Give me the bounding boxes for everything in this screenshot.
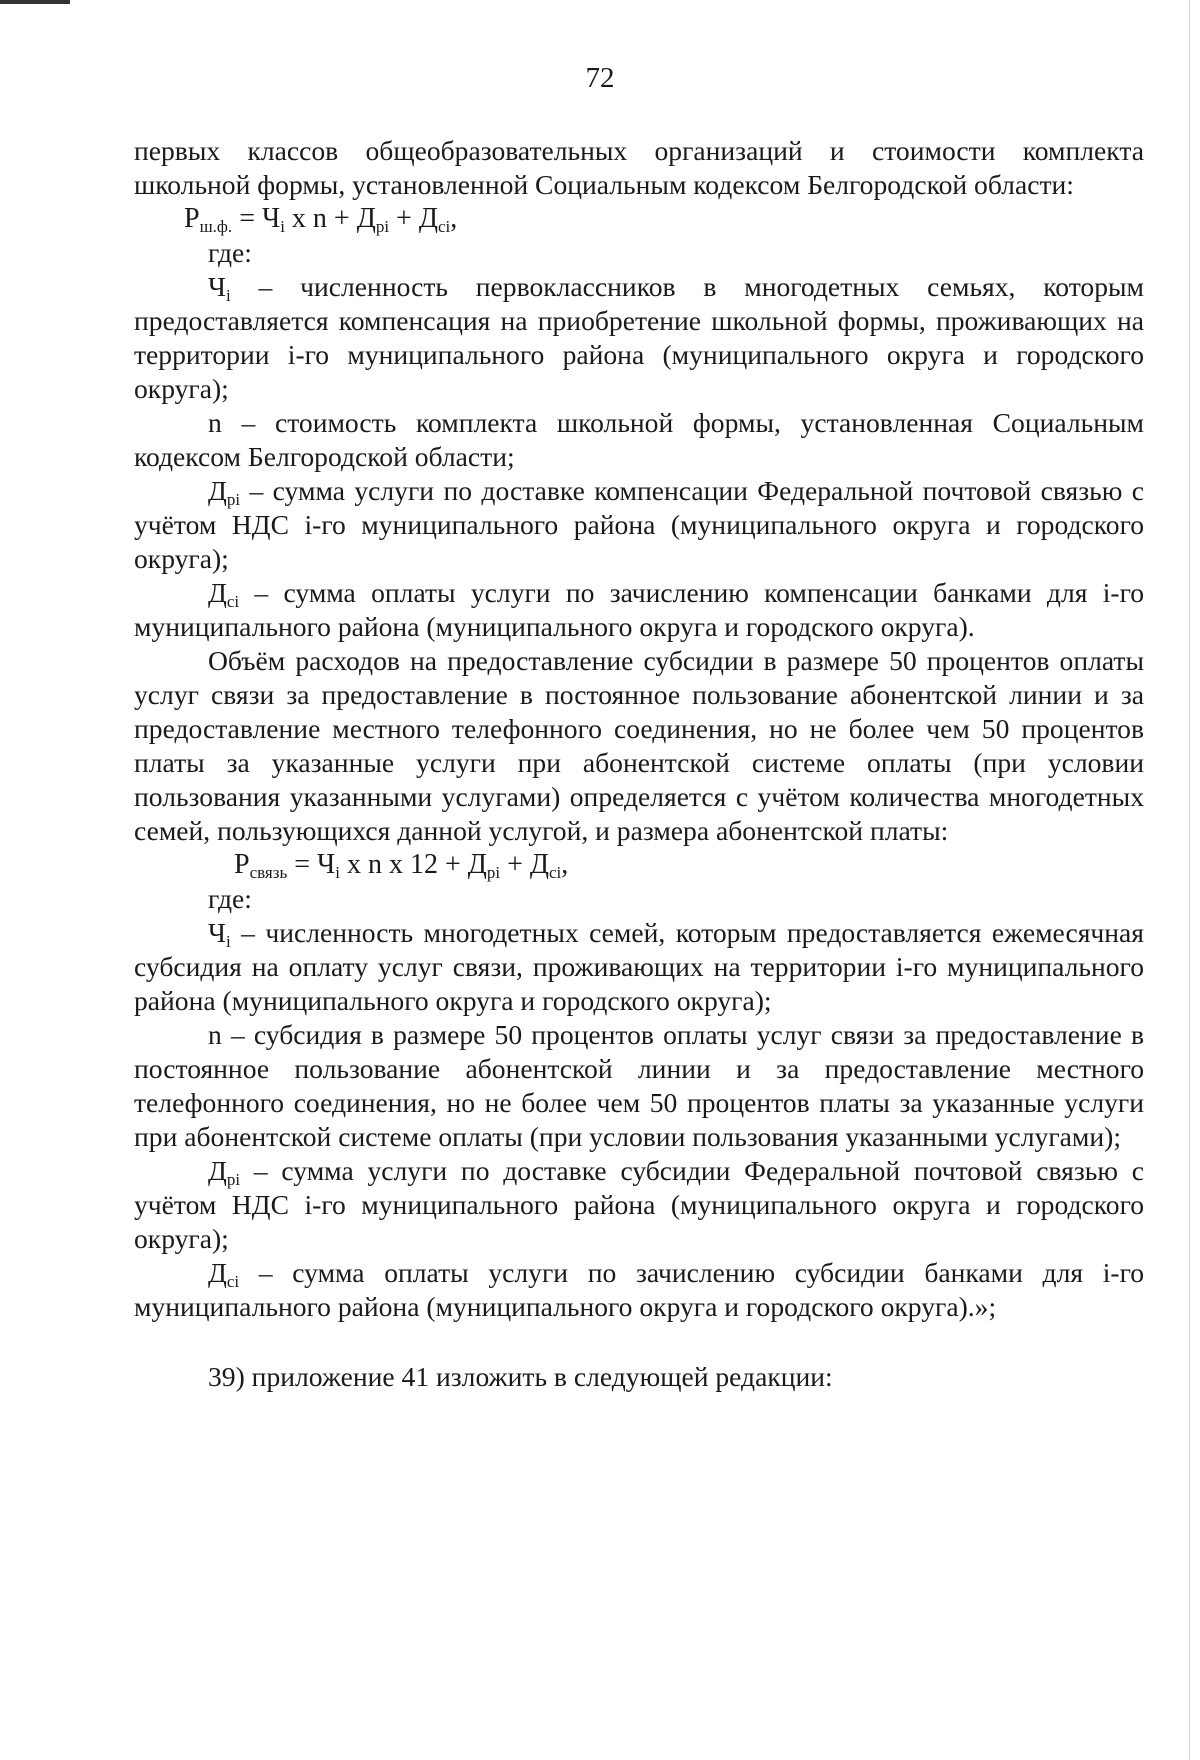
item-39: 39) приложение 41 изложить в следующей редакции:	[208, 1361, 833, 1392]
formula-school-uniform: $Р_{ш.ф.} = Ч_i$ x $n + Д_{pi} + Д_{ci}$,	[184, 203, 458, 236]
definition-dc-1: $Д_{ci}$ – сумма оплаты услуги по зачислению компенсации банками для i-го муниципального района (муниципального округа и городского округа).	[134, 577, 1144, 642]
scan-corner-mark	[0, 0, 70, 4]
document-body	[134, 134, 1144, 1394]
definition-n-1: n – стоимость комплекта школьной формы, установленная Социальным кодексом Белгородской области;	[134, 407, 1144, 472]
definition-dp-1: $Д_{pi}$ – сумма услуги по доставке компенсации Федеральной почтовой связью с учётом НДС i-го муниципального района (муниципального округа и городского округа);	[134, 475, 1144, 574]
definition-n-2: n – субсидия в размере 50 процентов оплаты услуг связи за предоставление в постоянное пользование абонентской линии и за предоставление местного телефонного соединения, но не более чем 50 процентов платы за указанные услуги при абонентской системе оплаты (при условии пользования указанными услугами);	[134, 1019, 1144, 1152]
paragraph-intro: первых классов общеобразовательных организаций и стоимости комплекта школьной формы, установленной Социальным кодексом Белгородской области:	[134, 135, 1144, 200]
paragraph-communication-subsidy: Объём расходов на предоставление субсидии в размере 50 процентов оплаты услуг связи за предоставление в постоянное пользование абонентской линии и за предоставление местного телефонного соединения, но не более чем 50 процентов платы за указанные услуги при абонентской системе оплаты (при условии пользования указанными услугами) определяется с учётом количества многодетных семей, пользующихся данной услугой, и размера абонентской платы:	[134, 645, 1144, 846]
definition-ch-2: $Ч_i$ – численность многодетных семей, которым предоставляется ежемесячная субсидия на оплату услуг связи, проживающих на территории i-го муниципального района (муниципального округа и городского округа);	[134, 917, 1144, 1016]
where-label-2: где:	[208, 883, 252, 914]
scan-edge-line	[1189, 0, 1190, 1760]
spacer	[134, 1324, 1144, 1360]
page-number: 72	[585, 62, 615, 94]
where-label-1: где:	[208, 237, 252, 268]
definition-ch-1: $Ч_i$ – численность первоклассников в многодетных семьях, которым предоставляется компенсация на приобретение школьной формы, проживающих на территории i-го муниципального района (муниципального округа и городского округа);	[134, 271, 1144, 404]
definition-dp-2: $Д_{pi}$ – сумма услуги по доставке субсидии Федеральной почтовой связью с учётом НДС i-го муниципального района (муниципального округа и городского округа);	[134, 1155, 1144, 1254]
formula-communication: $Р_{связь} = Ч_i$ x n x $12 + Д_{pi} + Д_{ci}$,	[234, 849, 569, 882]
definition-dc-2: $Д_{ci}$ – сумма оплаты услуги по зачислению субсидии банками для i-го муниципального района (муниципального округа и городского округа).»;	[134, 1257, 1144, 1322]
